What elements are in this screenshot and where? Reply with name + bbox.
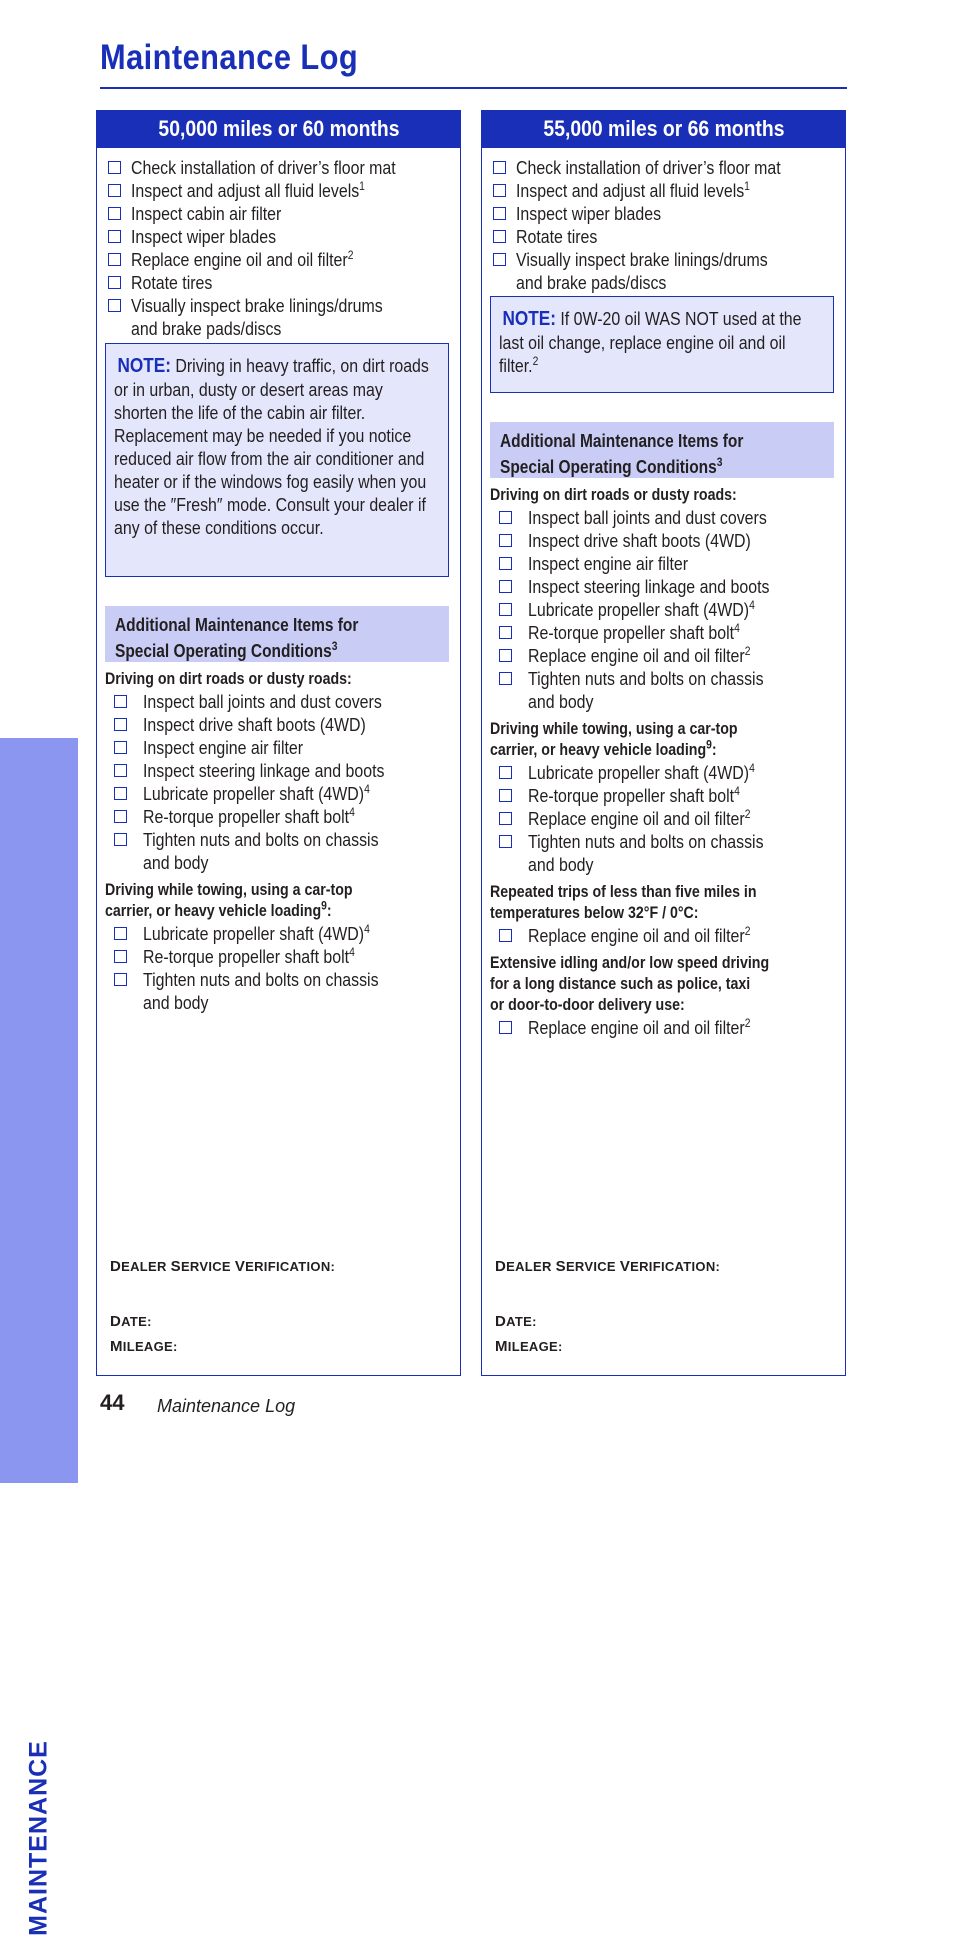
item-text bbox=[131, 248, 353, 271]
checkbox-icon[interactable] bbox=[114, 950, 127, 963]
checkbox-icon[interactable] bbox=[114, 927, 127, 940]
note-box bbox=[105, 343, 449, 577]
checklist-item bbox=[490, 924, 839, 947]
date-label: DATE: bbox=[495, 1313, 537, 1330]
checklist-item bbox=[105, 782, 454, 805]
item-label: Inspect engine air filter bbox=[528, 553, 689, 574]
footnote-ref: 2 bbox=[744, 806, 751, 821]
item-continuation: and brake pads/discs bbox=[516, 272, 667, 293]
item-label: Visually inspect brake linings/drums bbox=[516, 249, 768, 270]
item-label: Replace engine oil and oil filter bbox=[528, 925, 745, 946]
checklist-item bbox=[105, 968, 454, 1014]
footnote-ref: 1 bbox=[744, 178, 750, 193]
maintenance-column-55000 bbox=[481, 110, 846, 1376]
item-text bbox=[143, 922, 370, 945]
item-text bbox=[528, 552, 688, 575]
condition-heading bbox=[105, 880, 454, 922]
checklist-item bbox=[490, 667, 839, 713]
special-conditions-list bbox=[490, 479, 839, 1039]
checklist-item bbox=[490, 529, 839, 552]
date-label: DATE: bbox=[110, 1313, 152, 1330]
condition-heading-line: Driving while towing, using a car-top bbox=[105, 881, 353, 899]
checkbox-icon[interactable] bbox=[499, 626, 512, 639]
item-label: Tighten nuts and bolts on chassis bbox=[143, 969, 379, 990]
page-title: Maintenance Log bbox=[100, 38, 359, 77]
condition-heading bbox=[490, 953, 839, 1016]
section-tab-label: MAINTENANCE bbox=[24, 1740, 53, 1936]
checkbox-icon[interactable] bbox=[499, 672, 512, 685]
footnote-ref: 4 bbox=[349, 804, 355, 819]
item-label: Inspect steering linkage and boots bbox=[143, 760, 385, 781]
item-text bbox=[528, 621, 740, 644]
checkbox-icon[interactable] bbox=[499, 534, 512, 547]
item-text bbox=[143, 945, 355, 968]
title-rule bbox=[100, 87, 847, 89]
note-label: NOTE: bbox=[117, 355, 171, 377]
item-text bbox=[131, 202, 281, 225]
item-label: Inspect wiper blades bbox=[516, 203, 662, 224]
item-label: Lubricate propeller shaft (4WD) bbox=[528, 599, 750, 620]
footnote-ref: 4 bbox=[349, 944, 355, 959]
item-label: Rotate tires bbox=[516, 226, 598, 247]
item-text bbox=[516, 248, 768, 271]
item-text bbox=[528, 924, 750, 947]
checkbox-icon[interactable] bbox=[108, 161, 121, 174]
checkbox-icon[interactable] bbox=[499, 649, 512, 662]
checklist-item bbox=[490, 179, 839, 202]
item-label: Check installation of driver’s floor mat bbox=[131, 157, 396, 178]
mileage-label: MILEAGE: bbox=[110, 1338, 178, 1355]
item-text bbox=[516, 179, 750, 202]
checklist-item bbox=[490, 598, 839, 621]
item-text bbox=[131, 225, 276, 248]
item-label: Tighten nuts and bolts on chassis bbox=[528, 831, 764, 852]
dealer-service-verification-label: DEALER SERVICE VERIFICATION: bbox=[110, 1258, 336, 1275]
condition-heading-line: Repeated trips of less than five miles in bbox=[490, 883, 757, 901]
item-text bbox=[143, 782, 370, 805]
item-label: Re-torque propeller shaft bolt bbox=[528, 622, 735, 643]
checkbox-icon[interactable] bbox=[493, 207, 506, 220]
column-header: 50,000 miles or 60 months bbox=[96, 110, 461, 148]
checkbox-icon[interactable] bbox=[114, 787, 127, 800]
heading-colon: : bbox=[326, 902, 332, 920]
item-text bbox=[528, 644, 750, 667]
checklist-item bbox=[105, 225, 454, 248]
condition-heading-line: temperatures below 32°F / 0°C: bbox=[490, 904, 699, 922]
item-text bbox=[528, 506, 767, 529]
item-label: Lubricate propeller shaft (4WD) bbox=[143, 923, 365, 944]
item-label: Inspect steering linkage and boots bbox=[528, 576, 770, 597]
footnote-ref: 2 bbox=[744, 643, 751, 658]
checklist-item bbox=[490, 761, 839, 784]
item-text bbox=[143, 828, 379, 851]
checklist-item bbox=[105, 922, 454, 945]
item-label: Re-torque propeller shaft bolt bbox=[143, 806, 350, 827]
note-text: NOTE: Driving in heavy traffic, on dirt roads or in urban, dusty or desert areas may shorten the life of the cabin air filter. Replacement may be needed if you notice reduced air flow from the air conditioner and heater or if the windows fog easily when you use the ″Fresh″ mode. Consult your dealer if any of these conditions occur. bbox=[114, 355, 429, 538]
checkbox-icon[interactable] bbox=[499, 580, 512, 593]
special-conditions-list bbox=[105, 663, 454, 1014]
checkbox-icon[interactable] bbox=[499, 766, 512, 779]
footnote-ref: 2 bbox=[347, 247, 354, 262]
footnote-ref: 4 bbox=[734, 620, 740, 635]
checklist-item bbox=[490, 784, 839, 807]
checklist-item bbox=[490, 202, 839, 225]
item-label: Tighten nuts and bolts on chassis bbox=[528, 668, 764, 689]
checklist-item bbox=[105, 690, 454, 713]
item-text bbox=[528, 667, 764, 690]
checkbox-icon[interactable] bbox=[499, 511, 512, 524]
checkbox-icon[interactable] bbox=[499, 557, 512, 570]
condition-heading-line: Driving while towing, using a car-top bbox=[490, 720, 738, 738]
column-header: 55,000 miles or 66 months bbox=[481, 110, 846, 148]
item-text bbox=[143, 805, 355, 828]
item-label: Inspect drive shaft boots (4WD) bbox=[528, 530, 751, 551]
checklist-item bbox=[490, 1016, 839, 1039]
item-continuation: and brake pads/discs bbox=[131, 318, 282, 339]
checkbox-icon[interactable] bbox=[108, 184, 121, 197]
checkbox-icon[interactable] bbox=[114, 718, 127, 731]
checklist-item bbox=[490, 248, 839, 294]
mileage-label: MILEAGE: bbox=[495, 1338, 563, 1355]
item-label: Replace engine oil and oil filter bbox=[528, 1017, 745, 1038]
item-label: Inspect cabin air filter bbox=[131, 203, 282, 224]
item-text bbox=[131, 271, 212, 294]
item-label: Lubricate propeller shaft (4WD) bbox=[528, 762, 750, 783]
condition-heading bbox=[490, 882, 839, 924]
item-label: Inspect drive shaft boots (4WD) bbox=[143, 714, 366, 735]
item-continuation: and body bbox=[143, 992, 209, 1013]
item-text bbox=[528, 529, 751, 552]
checklist bbox=[490, 156, 839, 294]
item-continuation: and body bbox=[143, 852, 209, 873]
condition-heading-line: Extensive idling and/or low speed driving bbox=[490, 954, 770, 972]
item-text bbox=[528, 830, 764, 853]
condition-heading-line: for a long distance such as police, taxi bbox=[490, 975, 751, 993]
item-label: Inspect wiper blades bbox=[131, 226, 277, 247]
checklist-item bbox=[490, 552, 839, 575]
checkbox-icon[interactable] bbox=[493, 253, 506, 266]
dealer-service-verification-label: DEALER SERVICE VERIFICATION: bbox=[495, 1258, 721, 1275]
item-text bbox=[143, 690, 382, 713]
item-text bbox=[131, 179, 365, 202]
note-label: NOTE: bbox=[502, 308, 556, 330]
checkbox-icon[interactable] bbox=[114, 741, 127, 754]
checklist-item bbox=[490, 575, 839, 598]
item-label: Replace engine oil and oil filter bbox=[528, 808, 745, 829]
item-label: Re-torque propeller shaft bolt bbox=[143, 946, 350, 967]
checkbox-icon[interactable] bbox=[499, 603, 512, 616]
checklist-item bbox=[105, 271, 454, 294]
condition-heading-line: carrier, or heavy vehicle loading$^9$: bbox=[490, 737, 717, 759]
item-text bbox=[131, 156, 396, 179]
checklist-item bbox=[105, 736, 454, 759]
footnote-ref: 4 bbox=[364, 781, 370, 796]
checkbox-icon[interactable] bbox=[499, 789, 512, 802]
checklist-item bbox=[490, 225, 839, 248]
checklist-item bbox=[490, 644, 839, 667]
checklist-item bbox=[490, 830, 839, 876]
checkbox-icon[interactable] bbox=[114, 833, 127, 846]
footnote-ref: 4 bbox=[749, 597, 755, 612]
page-number: 44 bbox=[100, 1390, 125, 1415]
footer-title: Maintenance Log bbox=[157, 1396, 296, 1416]
item-text bbox=[528, 598, 755, 621]
checklist-item bbox=[105, 759, 454, 782]
item-text bbox=[143, 968, 379, 991]
note-text: NOTE: If 0W-20 oil WAS NOT used at the last oil change, replace engine oil and oil filter.$^2$ bbox=[499, 308, 802, 376]
checklist-item bbox=[105, 713, 454, 736]
additional-items-heading: Additional Maintenance Items for Special Operating Conditions$^3$ bbox=[105, 606, 449, 662]
item-label: Replace engine oil and oil filter bbox=[528, 645, 745, 666]
condition-heading bbox=[490, 485, 839, 506]
item-label: Inspect and adjust all fluid levels bbox=[131, 180, 360, 201]
checkbox-icon[interactable] bbox=[499, 812, 512, 825]
maintenance-column-50000 bbox=[96, 110, 461, 1376]
item-text bbox=[528, 1016, 750, 1039]
checkbox-icon[interactable] bbox=[108, 207, 121, 220]
item-continuation: and body bbox=[528, 691, 594, 712]
item-text bbox=[131, 294, 383, 317]
item-label: Inspect engine air filter bbox=[143, 737, 304, 758]
item-text bbox=[528, 784, 740, 807]
condition-heading bbox=[105, 669, 454, 690]
condition-heading-line: Driving on dirt roads or dusty roads: bbox=[105, 670, 352, 688]
checkbox-icon[interactable] bbox=[493, 161, 506, 174]
checklist-item bbox=[105, 156, 454, 179]
checklist-item bbox=[105, 248, 454, 271]
checkbox-icon[interactable] bbox=[499, 1021, 512, 1034]
footnote-ref: 2 bbox=[744, 1015, 751, 1030]
item-label: Check installation of driver’s floor mat bbox=[516, 157, 781, 178]
footnote-ref: 2 bbox=[744, 923, 751, 938]
item-text bbox=[528, 807, 750, 830]
heading-colon: : bbox=[711, 741, 717, 759]
footnote-ref: 4 bbox=[749, 760, 755, 775]
footnote-ref: 4 bbox=[734, 783, 740, 798]
item-label: Lubricate propeller shaft (4WD) bbox=[143, 783, 365, 804]
checklist-item bbox=[105, 202, 454, 225]
checkbox-icon[interactable] bbox=[493, 184, 506, 197]
item-text bbox=[143, 713, 366, 736]
checkbox-icon[interactable] bbox=[108, 299, 121, 312]
checklist-item bbox=[490, 156, 839, 179]
item-text bbox=[528, 761, 755, 784]
item-label: Rotate tires bbox=[131, 272, 213, 293]
checklist-item bbox=[105, 828, 454, 874]
item-text bbox=[143, 759, 384, 782]
item-text bbox=[516, 156, 781, 179]
item-label: Visually inspect brake linings/drums bbox=[131, 295, 383, 316]
checklist-item bbox=[105, 179, 454, 202]
checkbox-icon[interactable] bbox=[108, 230, 121, 243]
condition-heading-line: Driving on dirt roads or dusty roads: bbox=[490, 486, 737, 504]
checkbox-icon[interactable] bbox=[114, 695, 127, 708]
checkbox-icon[interactable] bbox=[108, 276, 121, 289]
checkbox-icon[interactable] bbox=[114, 973, 127, 986]
item-text bbox=[516, 202, 661, 225]
item-label: Inspect ball joints and dust covers bbox=[528, 507, 767, 528]
checklist-item bbox=[490, 621, 839, 644]
additional-items-heading: Additional Maintenance Items for Special Operating Conditions$^3$ bbox=[490, 422, 834, 478]
note-box bbox=[490, 296, 834, 393]
checkbox-icon[interactable] bbox=[108, 253, 121, 266]
checkbox-icon[interactable] bbox=[499, 929, 512, 942]
item-continuation: and body bbox=[528, 854, 594, 875]
checkbox-icon[interactable] bbox=[114, 810, 127, 823]
checklist-item bbox=[105, 294, 454, 340]
footnote-ref: 9 bbox=[706, 737, 712, 752]
item-label: Replace engine oil and oil filter bbox=[131, 249, 348, 270]
item-label: Tighten nuts and bolts on chassis bbox=[143, 829, 379, 850]
checklist-item bbox=[105, 805, 454, 828]
condition-heading-line: or door-to-door delivery use: bbox=[490, 996, 685, 1014]
section-tab bbox=[0, 738, 78, 1936]
item-text bbox=[516, 225, 597, 248]
checklist-item bbox=[105, 945, 454, 968]
checklist-item bbox=[490, 506, 839, 529]
condition-heading-line: carrier, or heavy vehicle loading$^9$: bbox=[105, 898, 332, 920]
checklist bbox=[105, 156, 454, 340]
checkbox-icon[interactable] bbox=[493, 230, 506, 243]
item-label: Inspect and adjust all fluid levels bbox=[516, 180, 745, 201]
item-label: Inspect ball joints and dust covers bbox=[143, 691, 382, 712]
item-text bbox=[528, 575, 769, 598]
checkbox-icon[interactable] bbox=[114, 764, 127, 777]
footnote-ref: 9 bbox=[321, 898, 327, 913]
footnote-ref: 1 bbox=[359, 178, 365, 193]
item-text bbox=[143, 736, 303, 759]
item-label: Re-torque propeller shaft bolt bbox=[528, 785, 735, 806]
condition-heading bbox=[490, 719, 839, 761]
footnote-ref: 4 bbox=[364, 921, 370, 936]
checkbox-icon[interactable] bbox=[499, 835, 512, 848]
checklist-item bbox=[490, 807, 839, 830]
